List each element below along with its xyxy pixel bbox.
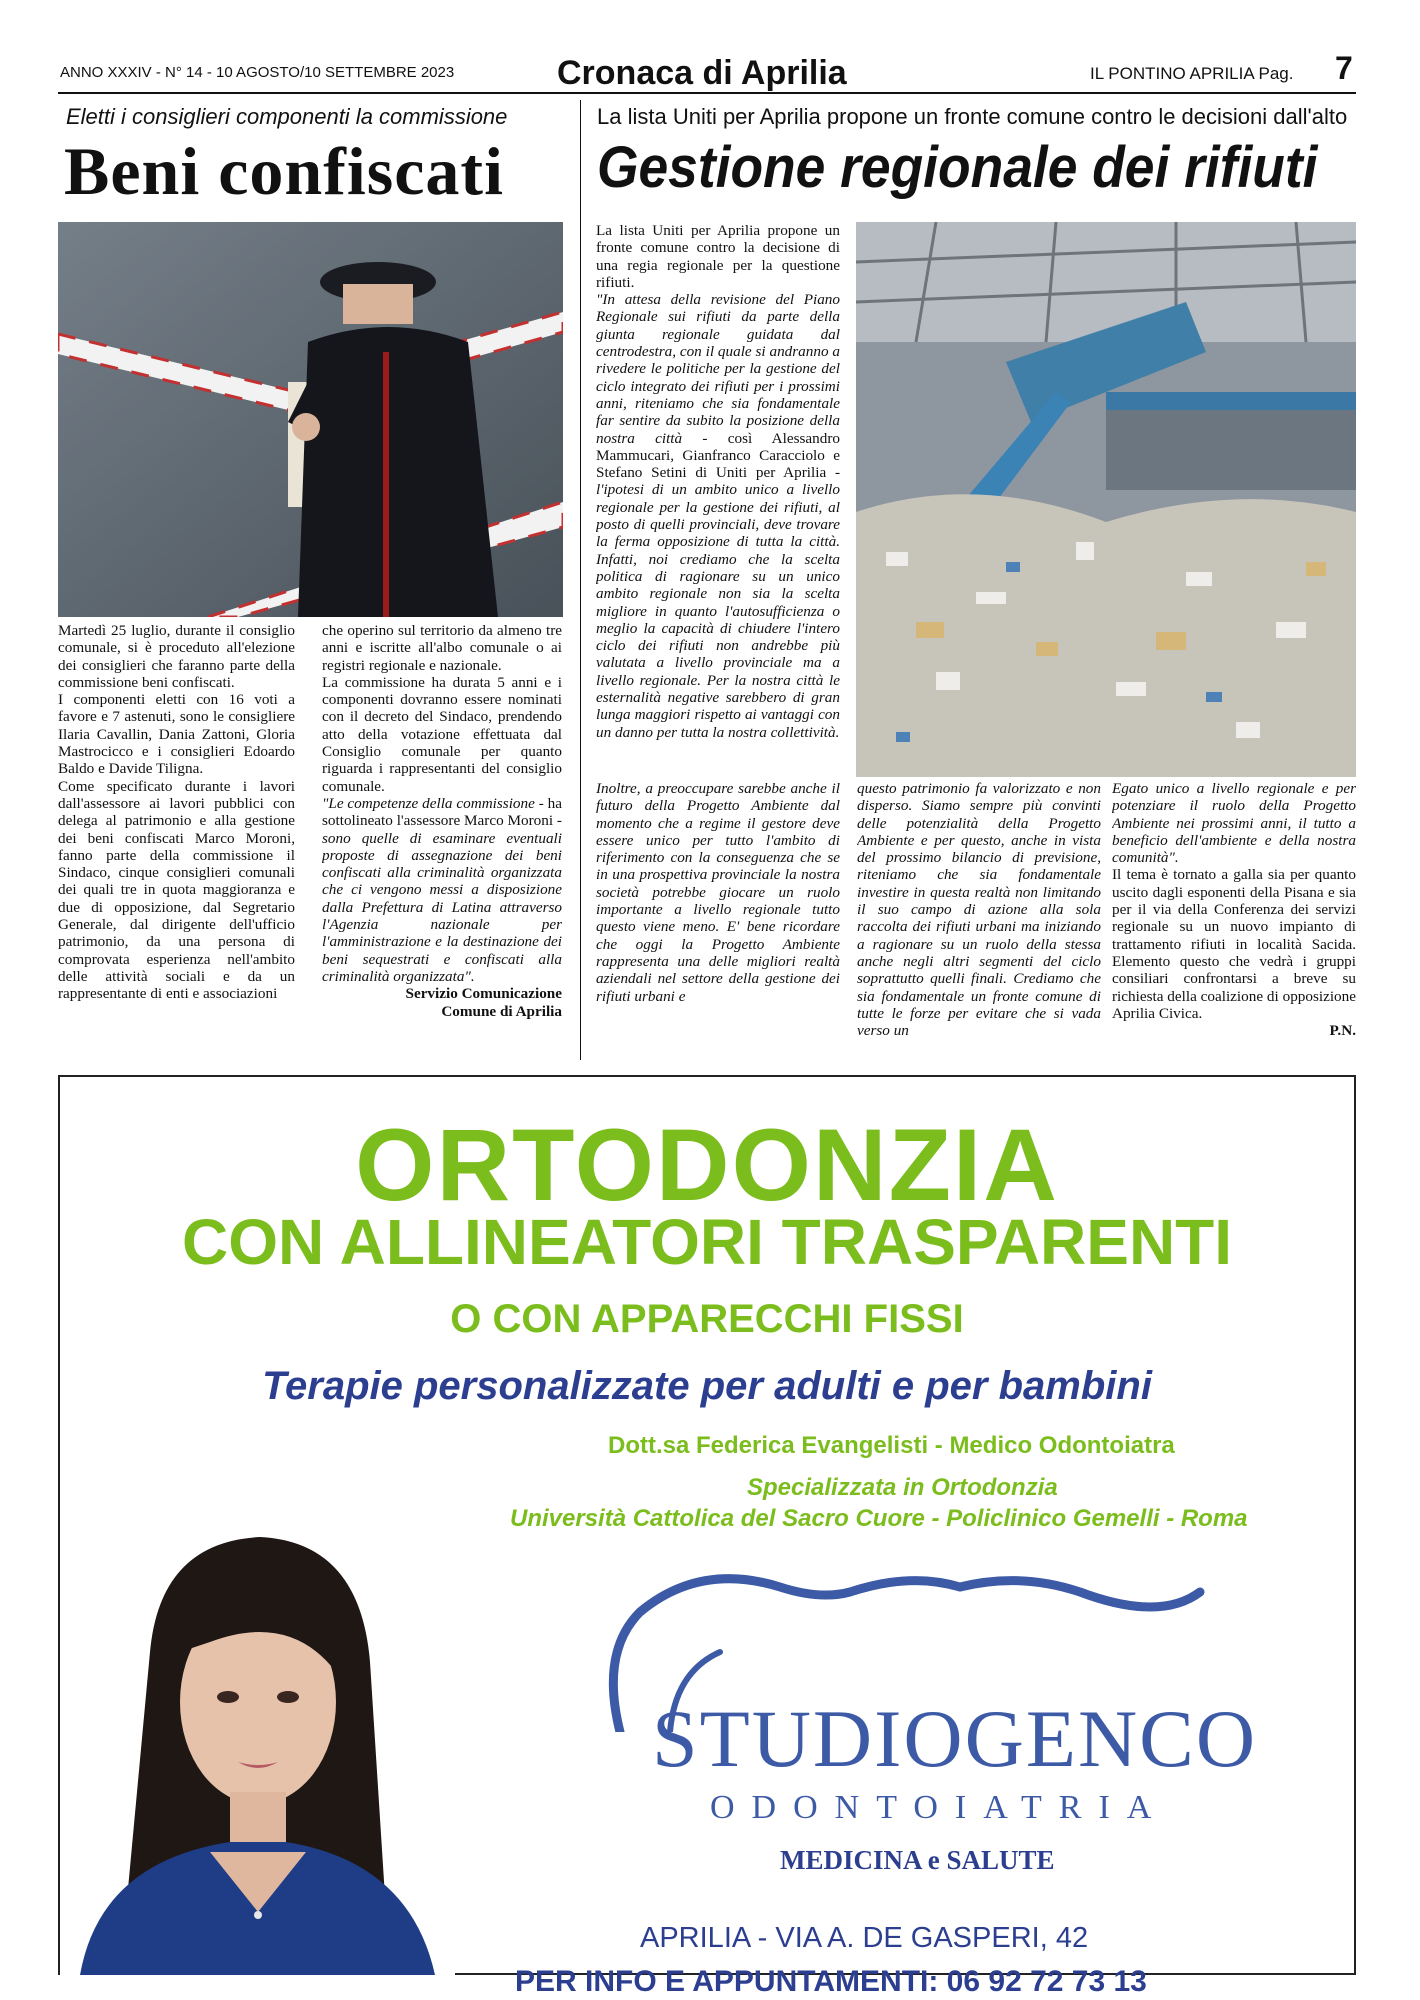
signature: P.N.	[1329, 1022, 1356, 1040]
paragraph: Martedì 25 luglio, durante il consiglio comunale, si è proceduto all'elezione dei consiglieri che faranno parte della commissione beni confiscati.	[58, 622, 295, 691]
publication-name: IL PONTINO APRILIA Pag.	[1090, 64, 1294, 83]
quote-text: Inoltre, a preoccupare sarebbe anche il futuro della Progetto Ambiente dal momento che a regime il gestore deve essere unico per tutto l'ambito di riferimento con la conseguenza che se in una prospettiva provinciale la nostra società potrebbe giocare un ruolo importante a livello regionale tutto questo viene meno. E' bene ricordare che oggi la Progetto Ambiente rappresenta una delle migliori realtà aziendali nel settore della gestione dei rifiuti urbani e	[596, 780, 840, 1005]
quote-attribution: - così Alessandro Mammucari, Gianfranco Caracciolo e Stefano Setini di Uniti per Aprilia -	[596, 429, 840, 482]
right-headline: Gestione regionale dei rifiuti	[597, 135, 1318, 200]
quote-paragraph	[322, 795, 562, 985]
paragraph: Come specificato durante i lavori dall'assessore ai lavori pubblici con delega al patrimonio e alla gestione dei beni confiscati Marco Moroni, fanno parte della commissione il Sindaco, cinque consiglieri comunali dei quali tre in quota maggioranza e due di opposizione, dal Segretario Generale, dal dirigente dell'ufficio patrimonio, da una persona di comprovata esperienza nell'ambito delle attività sociali e da un rappresentante di enti e associazioni	[58, 777, 295, 1003]
left-article-column-1	[58, 622, 295, 1054]
paragraph: che operino sul territorio da almeno tre anni e iscritte all'albo comunale o ai registri regionale e nazionale.	[322, 622, 562, 674]
quote-attribution: - ha sottolineato l'assessore Marco Moroni -	[322, 794, 562, 830]
brand-subtitle: ODONTOIATRIA	[710, 1789, 1169, 1826]
right-article-column-2	[857, 780, 1101, 1058]
waste-plant-photo	[856, 222, 1356, 777]
ad-phone: PER INFO E APPUNTAMENTI: 06 92 72 73 13	[515, 1965, 1147, 1998]
ad-doctor: Dott.sa Federica Evangelisti - Medico Odontoiatra	[608, 1432, 1175, 1459]
right-kicker: La lista Uniti per Aprilia propone un fronte comune contro le decisioni dall'alto	[597, 104, 1348, 129]
paragraph: I componenti eletti con 16 voti a favore e 7 astenuti, sono le consigliere Ilaria Cavallin, Dania Zattoni, Gloria Mastrocicco e i consiglieri Edoardo Baldo e Davide Tiligna.	[58, 691, 295, 778]
quote-text: l'ipotesi di un ambito unico a livello regionale per la gestione dei rifiuti, al posto di quelli provinciali, deve trovare la ferma opposizione di tutta la città. Infatti, noi crediamo che la scelta politica di ragionare su un unico ambito regionale non sia la scelta migliore in quanto l'autosufficienza o meglio la capacità di chiudere l'intero ciclo dei rifiuti non andrebbe più valutata a livello provinciale ma a livello regionale. Per la nostra città le esternalità negative sarebbero di gran lunga maggiori rispetto ai vantaggi con un danno per tutta la nostra collettività.	[596, 481, 840, 741]
section-title: Cronaca di Aprilia	[557, 54, 847, 92]
brand-tagline: MEDICINA e SALUTE	[780, 1845, 1055, 1875]
left-headline: Beni confiscati	[64, 133, 504, 209]
right-article-column-1-tail	[596, 780, 840, 1058]
carabinieri-photo	[58, 222, 563, 617]
paragraph: La lista Uniti per Aprilia propone un fronte comune contro la decisione di una regia regionale per la questione rifiuti.	[596, 222, 840, 291]
ad-specialization: Specializzata in Ortodonzia	[747, 1474, 1058, 1501]
brand-name: STUDIOGENCO	[652, 1693, 1258, 1784]
paragraph: La commissione ha durata 5 anni e i componenti dovranno essere nominati con il decreto del Sindaco, prendendo atto della votazione effettuata dal Consiglio comunale per quanto riguarda i rappresentanti del consiglio comunale.	[322, 673, 562, 795]
paragraph	[596, 780, 840, 1005]
left-article-column-2	[322, 622, 562, 1062]
orthodontics-ad	[58, 1075, 1356, 1998]
signature: Comune di Aprilia	[441, 1002, 562, 1020]
signature: Servizio Comunicazione	[405, 985, 562, 1003]
issue-info: ANNO XXXIV - N° 14 - 10 AGOSTO/10 SETTEMBRE 2023	[60, 64, 455, 81]
right-article-column-3	[1112, 780, 1356, 1058]
quote-paragraph	[596, 291, 840, 741]
paragraph	[857, 780, 1101, 1039]
left-kicker: Eletti i consiglieri componenti la commissione	[66, 104, 508, 129]
quote-text: sono quelle di esaminare eventuali proposte di assegnazione dei beni confiscati alla criminalità organizzata che ci vengono messi a disposizione dalla Prefettura di Latina attraverso l'Agenzia nazionale per l'amministrazione e la destinazione dei beni sequestrati e confiscati alla criminalità organizzata".	[322, 829, 562, 985]
ad-subtitle: CON ALLINEATORI TRASPARENTI	[181, 1206, 1233, 1278]
quote-text: Egato unico a livello regionale e per potenziare il ruolo della Progetto Ambiente nei prossimi anni, il tutto a beneficio dell'ambiente e della nostra comunità".	[1112, 780, 1356, 867]
right-article-column-1	[596, 222, 840, 767]
quote-text: "Le competenze della commissione	[322, 794, 535, 812]
paragraph: Il tema è tornato a galla sia per quanto uscito dagli esponenti della Pisana e sia per il via della Conferenza dei servizi regionale su un nuovo impianto di trattamento rifiuti in località Sacida. Elemento questo che vedrà i gruppi consiliari confrontarsi a breve su richiesta della coalizione di opposizione Aprilia Civica.	[1112, 866, 1356, 1022]
ad-tagline: Terapie personalizzate per adulti e per bambini	[262, 1364, 1152, 1408]
ad-subtitle-2: O CON APPARECCHI FISSI	[450, 1297, 964, 1341]
quote-text: questo patrimonio fa valorizzato e non disperso. Siamo sempre più convinti delle potenzialità della Progetto Ambiente e per questo, anche in vista del prossimo bilancio di previsione, riteniamo che sia fondamentale investire in questa realtà non limitando il suo campo di azione alla sola raccolta dei rifiuti urbani ma iniziando a ragionare su un ruolo della stessa anche negli altri segmenti del ciclo soprattutto quelli finali. Crediamo che sia fondamentale un fronte comune di tutte le forze per evitare che si vada verso un	[857, 780, 1101, 1040]
page-number: 7	[1335, 50, 1353, 86]
ad-address: APRILIA - VIA A. DE GASPERI, 42	[640, 1922, 1089, 1954]
doctor-portrait	[60, 1532, 455, 1975]
masthead-rule	[58, 92, 1356, 94]
ad-university: Università Cattolica del Sacro Cuore - Policlinico Gemelli - Roma	[510, 1505, 1248, 1532]
quote-text: "In attesa della revisione del Piano Regionale sui rifiuti da parte della giunta regionale guidata dal centrodestra, con il quale si andranno a rivedere le politiche per la gestione del ciclo integrato dei rifiuti per i prossimi anni, riteniamo che sia fondamentale far sentire da subito la posizione della nostra città	[596, 291, 840, 447]
column-divider	[580, 100, 581, 1060]
ad-title: ORTODONZIA	[355, 1108, 1059, 1222]
paragraph	[1112, 780, 1356, 866]
